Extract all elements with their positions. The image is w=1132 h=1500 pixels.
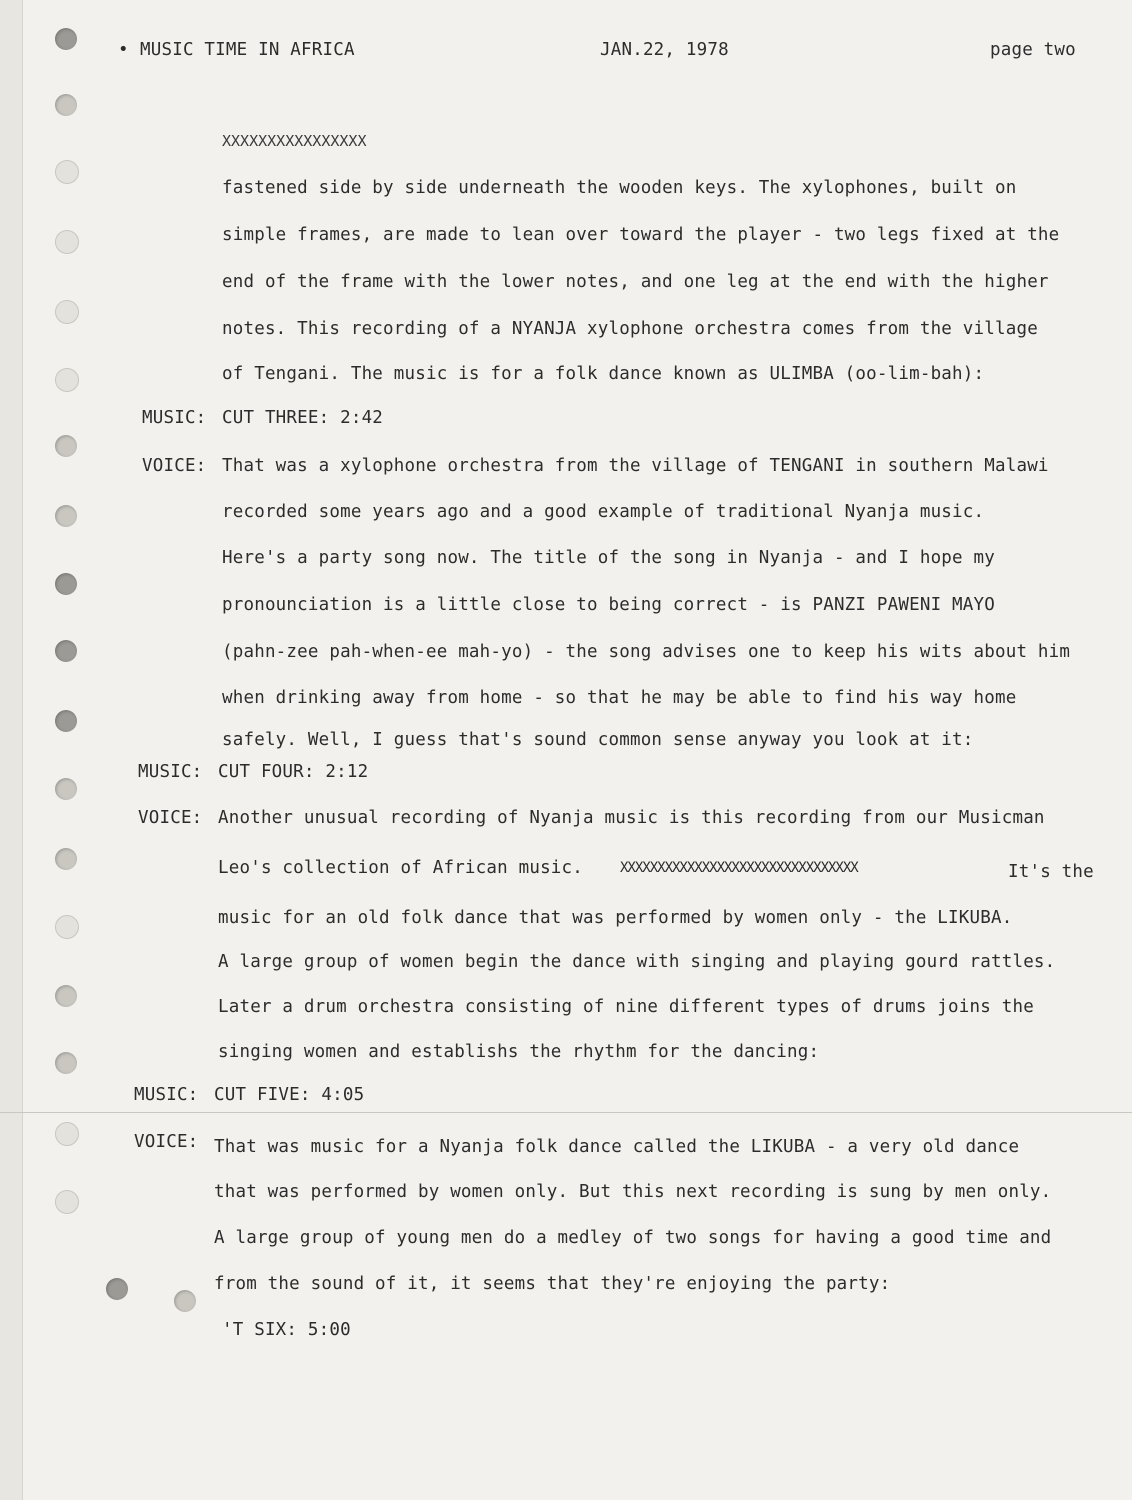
voice-label: VOICE: xyxy=(138,808,203,828)
punch-hole xyxy=(55,778,77,800)
broadcast-date: JAN.22, 1978 xyxy=(600,40,729,60)
punch-hole xyxy=(55,640,77,662)
struck-out-text: XXXXXXXXXXXXXXXX xyxy=(222,132,367,150)
text-line: from the sound of it, it seems that they're enjoying the party: xyxy=(214,1274,891,1294)
music-cue: CUT FOUR: 2:12 xyxy=(218,762,369,782)
punch-hole xyxy=(55,1122,79,1146)
music-cue: 'T SIX: 5:00 xyxy=(222,1320,351,1340)
punch-hole xyxy=(55,368,79,392)
text-line: Leo's collection of African music. xyxy=(218,858,584,878)
music-cue: CUT FIVE: 4:05 xyxy=(214,1085,365,1105)
text-line: A large group of women begin the dance with singing and playing gourd rattles. xyxy=(218,952,1056,972)
text-line: safely. Well, I guess that's sound common sense anyway you look at it: xyxy=(222,730,974,750)
text-line: singing women and establishs the rhythm for the dancing: xyxy=(218,1042,820,1062)
text-line: That was music for a Nyanja folk dance called the LIKUBA - a very old dance xyxy=(214,1137,1020,1157)
punch-hole xyxy=(55,848,77,870)
punch-hole xyxy=(55,435,77,457)
punch-hole xyxy=(55,710,77,732)
text-line: (pahn-zee pah-when-ee mah-yo) - the song advises one to keep his wits about him xyxy=(222,642,1071,662)
punch-hole xyxy=(55,160,79,184)
text-line: It's the xyxy=(1008,862,1094,882)
page-number: page two xyxy=(990,40,1076,60)
program-title: MUSIC TIME IN AFRICA xyxy=(140,40,355,60)
punch-hole xyxy=(55,1190,79,1214)
text-line: recorded some years ago and a good example of traditional Nyanja music. xyxy=(222,502,985,522)
text-line: Later a drum orchestra consisting of nine different types of drums joins the xyxy=(218,997,1034,1017)
voice-label: VOICE: xyxy=(142,456,207,476)
text-line: that was performed by women only. But this next recording is sung by men only. xyxy=(214,1182,1052,1202)
voice-label: VOICE: xyxy=(134,1132,199,1152)
punch-hole xyxy=(55,1052,77,1074)
music-label: MUSIC: xyxy=(142,408,207,428)
punch-hole xyxy=(55,230,79,254)
text-line: pronounciation is a little close to being correct - is PANZI PAWENI MAYO xyxy=(222,595,995,615)
music-cue: CUT THREE: 2:42 xyxy=(222,408,384,428)
text-line: fastened side by side underneath the wooden keys. The xylophones, built on xyxy=(222,178,1017,198)
text-line: simple frames, are made to lean over toward the player - two legs fixed at the xyxy=(222,225,1060,245)
punch-hole xyxy=(55,94,77,116)
punch-hole xyxy=(55,573,77,595)
header-bullet: • xyxy=(118,40,129,60)
text-line: end of the frame with the lower notes, and one leg at the end with the higher xyxy=(222,272,1049,292)
text-line: Here's a party song now. The title of the song in Nyanja - and I hope my xyxy=(222,548,995,568)
punch-hole xyxy=(55,915,79,939)
text-line: A large group of young men do a medley of two songs for having a good time and xyxy=(214,1228,1052,1248)
punch-hole xyxy=(55,300,79,324)
text-line: of Tengani. The music is for a folk dance known as ULIMBA (oo-lim-bah): xyxy=(222,364,985,384)
punch-hole xyxy=(106,1278,128,1300)
fold-crease xyxy=(0,1112,1132,1113)
struck-out-text: XXXXXXXXXXXXXXXXXXXXXXXXXXXXXXXX xyxy=(620,860,858,876)
music-label: MUSIC: xyxy=(134,1085,199,1105)
text-line: That was a xylophone orchestra from the village of TENGANI in southern Malawi xyxy=(222,456,1049,476)
torn-left-edge xyxy=(0,0,23,1500)
text-line: Another unusual recording of Nyanja music is this recording from our Musicman xyxy=(218,808,1045,828)
page-header xyxy=(0,40,1132,64)
punch-hole xyxy=(174,1290,196,1312)
punch-hole xyxy=(55,985,77,1007)
text-line: when drinking away from home - so that he may be able to find his way home xyxy=(222,688,1017,708)
text-line: music for an old folk dance that was performed by women only - the LIKUBA. xyxy=(218,908,1013,928)
text-line: notes. This recording of a NYANJA xylophone orchestra comes from the village xyxy=(222,319,1038,339)
music-label: MUSIC: xyxy=(138,762,203,782)
punch-hole xyxy=(55,505,77,527)
